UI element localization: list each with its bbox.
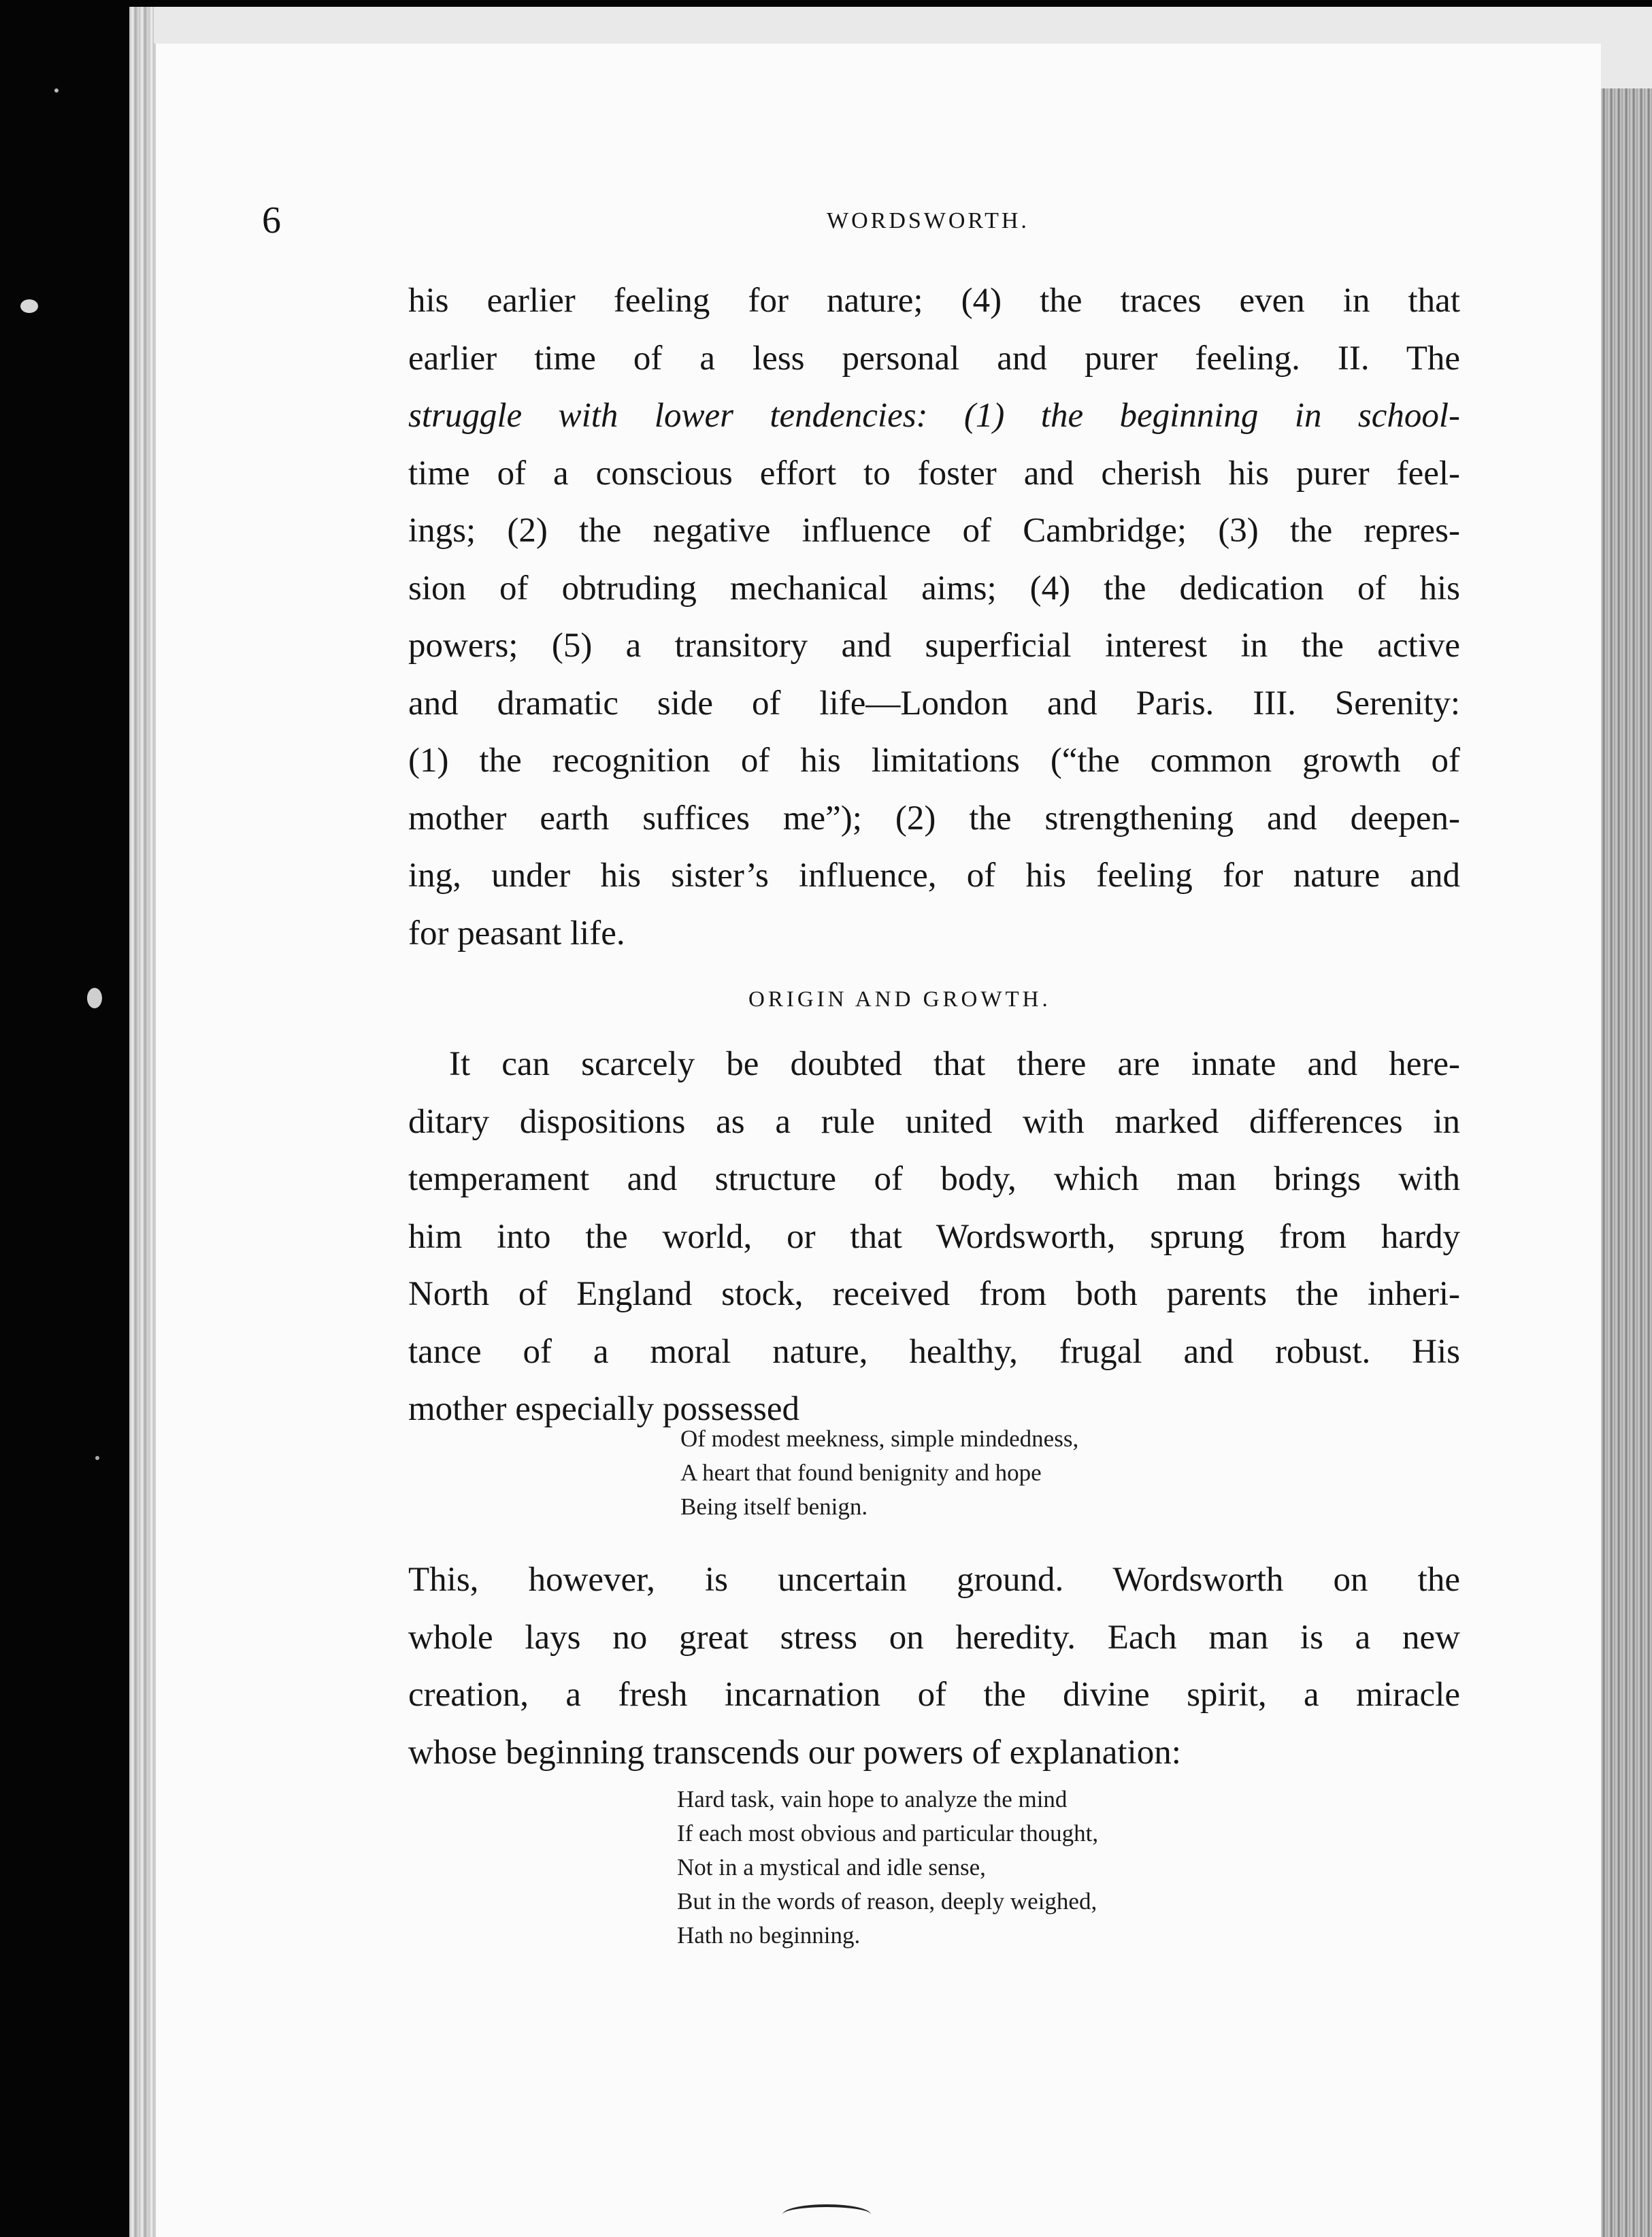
text-line: It can scarcely be doubted that there are innate and here- [449,1045,1460,1083]
text-line: for peasant life. [408,914,625,952]
text-line: powers; (5) a transitory and superficial interest in the active [408,627,1460,665]
scan-speck [20,299,38,313]
text-line: whole lays no great stress on heredity. Each man is a new [408,1618,1460,1657]
section-heading: ORIGIN AND GROWTH. [748,987,1051,1012]
text-line: North of England stock, received from both parents the inheri- [408,1275,1460,1313]
paragraph-3 [408,1551,1460,1781]
page-stack-left-edge [129,7,154,2237]
verse-line: A heart that found benignity and hope [680,1459,1042,1486]
text-line: earlier time of a less personal and purer feeling. II. The [408,339,1460,378]
text-line: ings; (2) the negative influence of Cambridge; (3) the repres- [408,512,1460,550]
verse-quotation-1 [680,1422,1078,1524]
paragraph-1 [408,272,1460,962]
verse-line: Not in a mystical and idle sense, [677,1854,986,1880]
text-line: struggle with lower tendencies: (1) the beginning in school- [408,397,1460,435]
text-line: mother earth suffices me”); (2) the strengthening and deepen- [408,799,1460,838]
text-line: sion of obtruding mechanical aims; (4) the dedication of his [408,569,1460,608]
verse-line: Hard task, vain hope to analyze the mind [677,1786,1068,1812]
scan-artifact-mark [782,2204,871,2225]
paragraph-2 [408,1035,1460,1438]
text-line: his earlier feeling for nature; (4) the traces even in that [408,282,1460,320]
text-line: tance of a moral nature, healthy, frugal and robust. His [408,1332,1460,1371]
scan-speck [95,1456,99,1460]
text-line: and dramatic side of life—London and Paris. III. Serenity: [408,684,1460,723]
text-line: him into the world, or that Wordsworth, sprung from hardy [408,1217,1460,1256]
running-head-title: WORDSWORTH. [827,208,1029,233]
text-line: (1) the recognition of his limitations (“the common growth of [408,742,1460,780]
page-stack-right-edge [1599,88,1652,2237]
text-line: ing, under his sister’s influence, of his feeling for nature and [408,857,1460,895]
text-line: This, however, is uncertain ground. Wordsworth on the [408,1561,1460,1599]
verse-line: If each most obvious and particular thought, [677,1820,1099,1846]
page-number: 6 [262,199,281,242]
text-line: whose beginning transcends our powers of explanation: [408,1733,1181,1772]
verse-line: Hath no beginning. [677,1922,861,1949]
verse-line: But in the words of reason, deeply weighed, [677,1888,1097,1915]
verse-line: Of modest meekness, simple mindedness, [680,1425,1079,1452]
text-line: time of a conscious effort to foster and cherish his purer feel- [408,454,1460,493]
text-line: temperament and structure of body, which man brings with [408,1160,1460,1198]
text-line: ditary dispositions as a rule united with marked differences in [408,1102,1460,1141]
running-head [262,199,1473,246]
verse-line: Being itself benign. [680,1493,868,1520]
scan-speck [87,988,102,1008]
text-line: mother especially possessed [408,1390,800,1428]
text-line: creation, a fresh incarnation of the divine spirit, a miracle [408,1676,1460,1714]
verse-quotation-2 [677,1783,1098,1953]
scan-speck [54,88,59,93]
